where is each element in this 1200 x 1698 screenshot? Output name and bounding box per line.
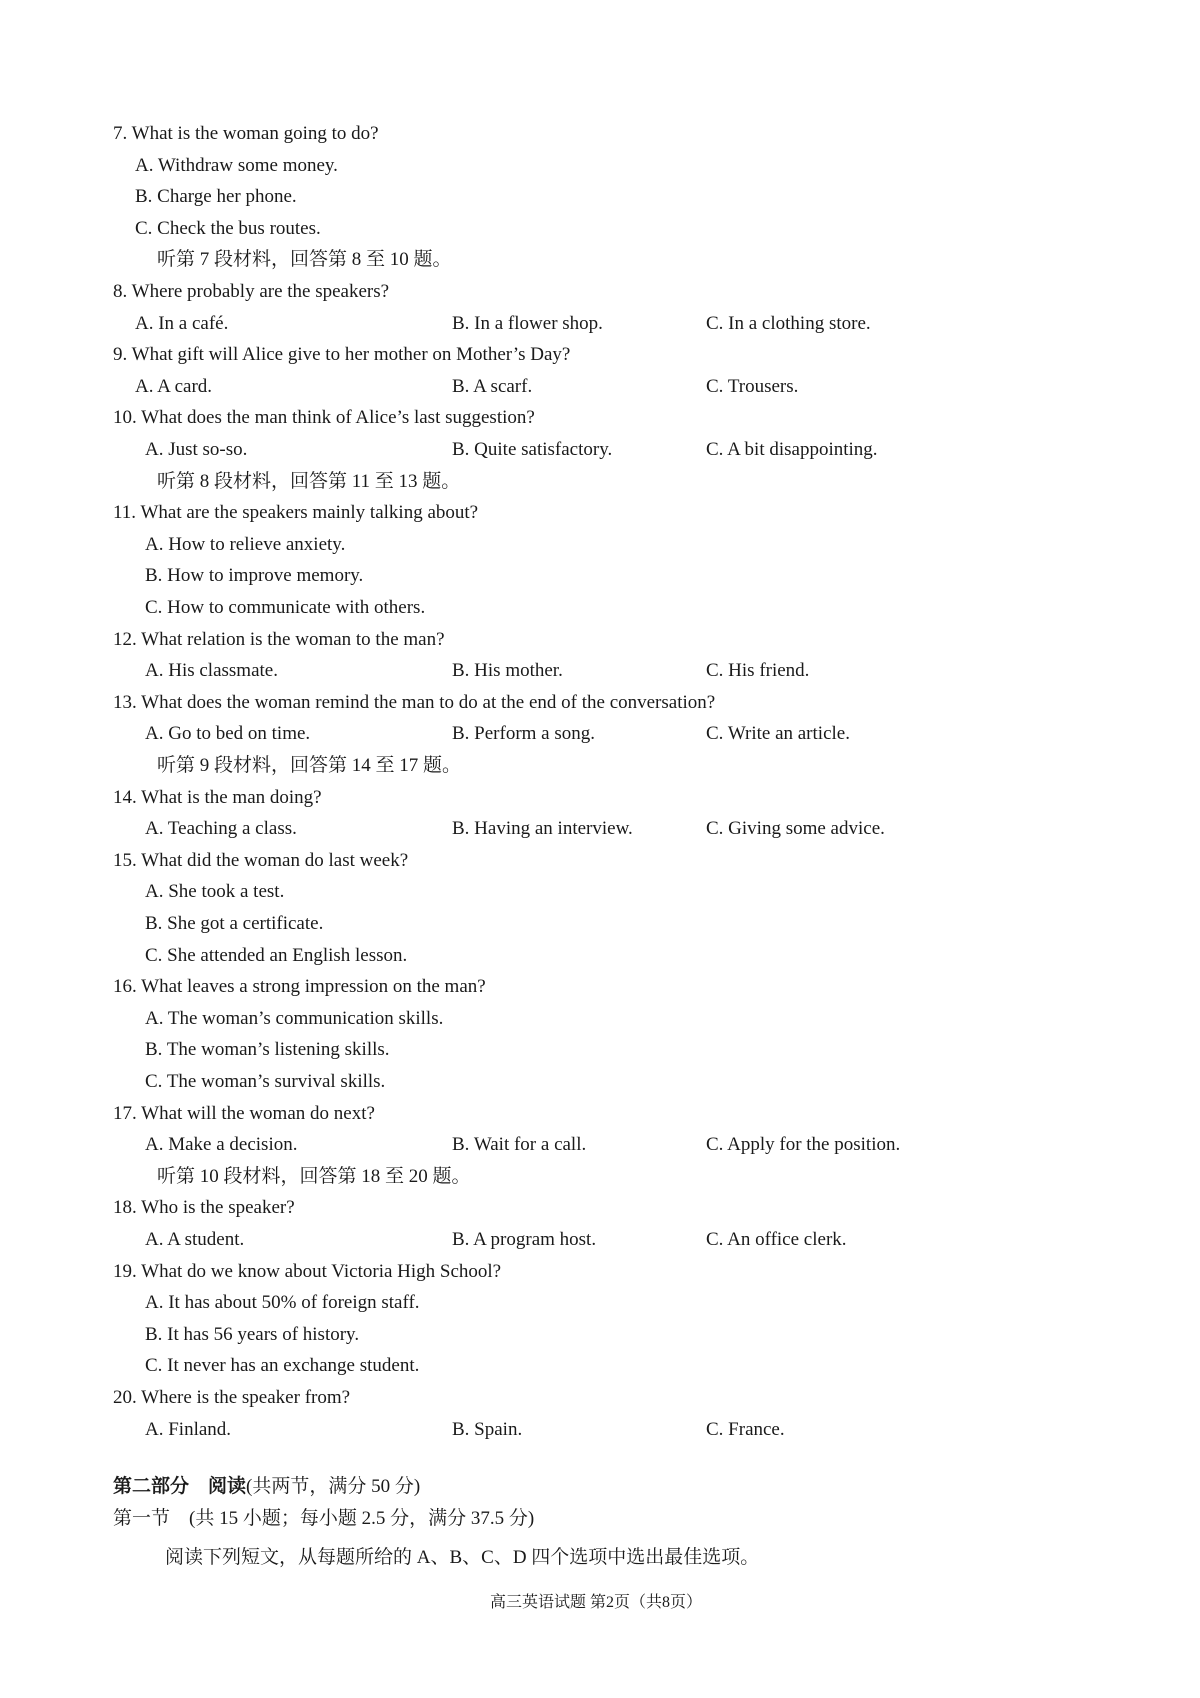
question-13: 13. What does the woman remind the man to do at the end of the conversation? bbox=[113, 691, 716, 713]
question-7: 7. What is the woman going to do? bbox=[113, 123, 379, 144]
page-footer: 高三英语试题 第2页（共8页） bbox=[490, 1594, 703, 1611]
question-12-option-a: A. His classmate. bbox=[145, 660, 278, 682]
question-7-option-a: A. Withdraw some money. bbox=[135, 154, 338, 176]
question-8-option-a: A. In a café. bbox=[135, 312, 229, 334]
question-20-option-b: B. Spain. bbox=[452, 1418, 523, 1440]
reading-direction: 阅读下列短文，从每题所给的 A、B、C、D 四个选项中选出最佳选项。 bbox=[165, 1547, 760, 1568]
listening-instruction: 听第 10 段材料，回答第 18 至 20 题。 bbox=[157, 1165, 471, 1187]
question-19-option-a: A. It has about 50% of foreign staff. bbox=[145, 1292, 420, 1314]
question-16-option-b: B. The woman’s listening skills. bbox=[145, 1039, 390, 1061]
question-17: 17. What will the woman do next? bbox=[113, 1102, 375, 1124]
question-15: 15. What did the woman do last week? bbox=[113, 849, 409, 871]
question-17-option-b: B. Wait for a call. bbox=[452, 1134, 587, 1156]
question-9-option-a: A. A card. bbox=[135, 375, 213, 397]
question-10-option-a: A. Just so-so. bbox=[145, 439, 248, 460]
question-17-option-c: C. Apply for the position. bbox=[706, 1134, 901, 1156]
question-14-option-b: B. Having an interview. bbox=[452, 818, 633, 840]
question-15-option-b: B. She got a certificate. bbox=[145, 913, 324, 934]
question-14-option-a: A. Teaching a class. bbox=[145, 818, 297, 840]
question-9-option-c: C. Trousers. bbox=[706, 375, 799, 397]
question-10-option-c: C. A bit disappointing. bbox=[706, 439, 878, 460]
question-18: 18. Who is the speaker? bbox=[113, 1197, 295, 1219]
question-9: 9. What gift will Alice give to her mother on Mother’s Day? bbox=[113, 344, 571, 366]
question-9-option-b: B. A scarf. bbox=[452, 375, 533, 397]
listening-instruction: 听第 7 段材料，回答第 8 至 10 题。 bbox=[157, 249, 452, 271]
question-11-option-c: C. How to communicate with others. bbox=[145, 597, 426, 618]
question-11: 11. What are the speakers mainly talking about? bbox=[113, 502, 479, 524]
part-two-score: (共两节，满分 50 分) bbox=[246, 1476, 421, 1497]
listening-instruction: 听第 8 段材料，回答第 11 至 13 题。 bbox=[157, 470, 461, 492]
question-18-option-b: B. A program host. bbox=[452, 1229, 597, 1250]
question-10-option-b: B. Quite satisfactory. bbox=[452, 439, 613, 460]
question-13-option-a: A. Go to bed on time. bbox=[145, 723, 311, 745]
question-7-option-c: C. Check the bus routes. bbox=[135, 217, 321, 239]
question-11-option-b: B. How to improve memory. bbox=[145, 565, 364, 587]
question-18-option-c: C. An office clerk. bbox=[706, 1229, 847, 1250]
question-13-option-b: B. Perform a song. bbox=[452, 723, 596, 745]
question-16: 16. What leaves a strong impression on the man? bbox=[113, 976, 486, 998]
question-18-option-a: A. A student. bbox=[145, 1229, 245, 1250]
question-20-option-c: C. France. bbox=[706, 1418, 785, 1440]
part-two-heading bbox=[113, 1477, 420, 1496]
question-19-option-b: B. It has 56 years of history. bbox=[145, 1323, 360, 1345]
question-8-option-c: C. In a clothing store. bbox=[706, 312, 871, 334]
question-7-option-b: B. Charge her phone. bbox=[135, 186, 297, 208]
question-19: 19. What do we know about Victoria High School? bbox=[113, 1260, 502, 1282]
question-17-option-a: A. Make a decision. bbox=[145, 1134, 298, 1156]
question-15-option-a: A. She took a test. bbox=[145, 881, 285, 903]
question-8: 8. Where probably are the speakers? bbox=[113, 281, 390, 302]
question-16-option-a: A. The woman’s communication skills. bbox=[145, 1007, 444, 1029]
question-13-option-c: C. Write an article. bbox=[706, 723, 850, 745]
question-12: 12. What relation is the woman to the man? bbox=[113, 628, 445, 650]
question-15-option-c: C. She attended an English lesson. bbox=[145, 944, 408, 966]
question-20-option-a: A. Finland. bbox=[145, 1418, 232, 1440]
question-19-option-c: C. It never has an exchange student. bbox=[145, 1355, 420, 1377]
question-10: 10. What does the man think of Alice’s last suggestion? bbox=[113, 407, 535, 429]
question-20: 20. Where is the speaker from? bbox=[113, 1387, 351, 1408]
question-12-option-c: C. His friend. bbox=[706, 660, 810, 682]
question-14-option-c: C. Giving some advice. bbox=[706, 818, 885, 840]
question-11-option-a: A. How to relieve anxiety. bbox=[145, 533, 346, 555]
question-12-option-b: B. His mother. bbox=[452, 660, 563, 682]
section-one-heading: 第一节 (共 15 小题；每小题 2.5 分，满分 37.5 分) bbox=[113, 1508, 535, 1529]
part-two-title: 第二部分 阅读 bbox=[113, 1476, 247, 1497]
question-8-option-b: B. In a flower shop. bbox=[452, 312, 603, 334]
question-16-option-c: C. The woman’s survival skills. bbox=[145, 1071, 386, 1092]
listening-instruction: 听第 9 段材料，回答第 14 至 17 题。 bbox=[157, 755, 462, 776]
question-14: 14. What is the man doing? bbox=[113, 786, 322, 808]
